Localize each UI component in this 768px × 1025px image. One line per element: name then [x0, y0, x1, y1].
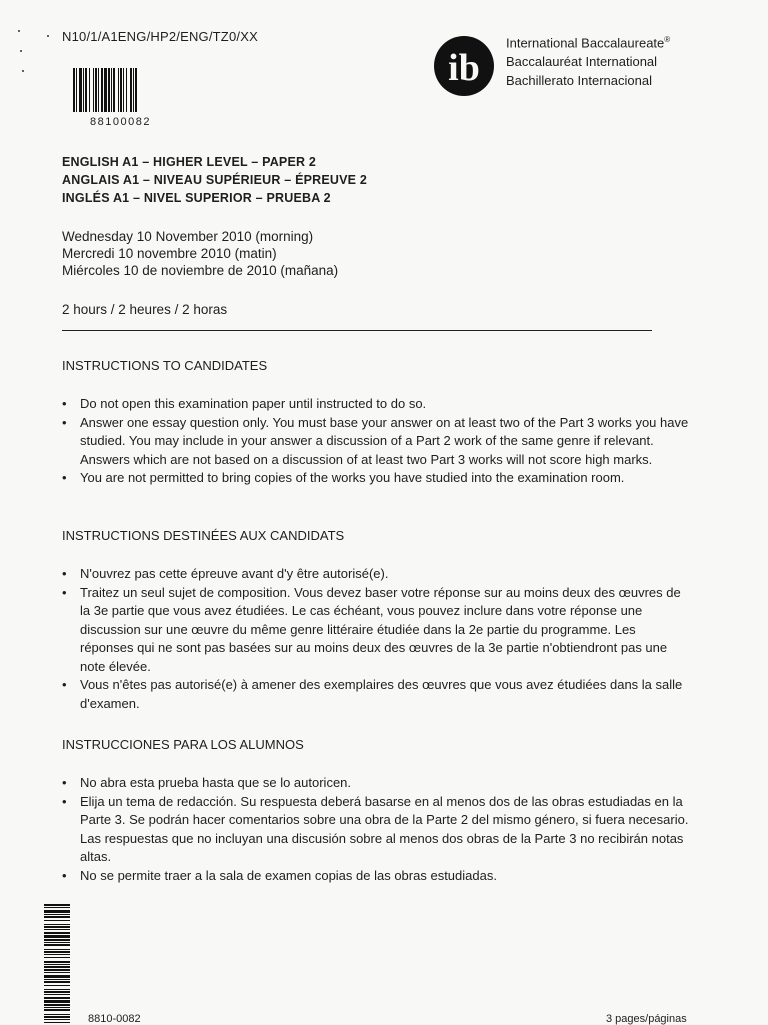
instruction-item: • No se permite traer a la sala de examen copias de las obras estudiadas. [62, 867, 690, 886]
org-name-french: Baccalauréat International [506, 54, 658, 69]
barcode-bar [79, 68, 82, 112]
paper-code: N10/1/A1ENG/HP2/ENG/TZ0/XX [62, 29, 258, 44]
barcode-bar [44, 920, 70, 921]
barcode-bar [118, 68, 119, 112]
barcode-bar [44, 910, 70, 913]
barcode-bar [44, 954, 70, 955]
scan-speck [20, 50, 22, 52]
barcode-bar [44, 1004, 70, 1006]
barcode-bar [44, 997, 70, 999]
duration: 2 hours / 2 heures / 2 horas [62, 302, 228, 317]
barcode-bar [44, 961, 70, 963]
org-name-spanish: Bachillerato Internacional [506, 73, 652, 88]
barcode-bar [44, 964, 70, 965]
date-english: Wednesday 10 November 2010 (morning) [62, 229, 314, 244]
instruction-item: • Traitez un seul sujet de composition. Vous devez baser votre réponse sur au moins deux des œuvres de la 3e partie que vous avez étudiées. Le cas échéant, vous pouvez inclure dans votre réponse une discussion sur une œuvre du même genre littéraire étudiée dans la 2e partie du programme. Les réponses qui ne sont pas basées sur au moins deux des œuvres de la 3e partie n'obtiendront pas une note élevée. [62, 584, 690, 677]
instructions-english [62, 395, 690, 488]
barcode-bar [44, 994, 70, 995]
barcode-bar [93, 68, 94, 112]
barcode-bar [44, 991, 70, 993]
barcode-bar [44, 1014, 70, 1015]
barcode-number: 88100082 [90, 116, 151, 128]
barcode-bar [44, 916, 70, 918]
heading-spanish: INSTRUCCIONES PARA LOS ALUMNOS [62, 737, 304, 752]
scan-speck [22, 70, 24, 72]
barcode-bar [44, 942, 70, 943]
heading-french: INSTRUCTIONS DESTINÉES AUX CANDIDATS [62, 528, 345, 543]
barcode-bar [113, 68, 115, 112]
barcode-bar [44, 929, 70, 930]
barcode-bar [44, 975, 70, 978]
footer-code: 8810-0082 [88, 1013, 141, 1025]
barcode-bar [44, 966, 70, 968]
barcode-bar [44, 985, 70, 986]
org-name-english: International Baccalaureate® [506, 35, 671, 51]
barcode-bar [44, 926, 70, 928]
title-english: ENGLISH A1 – HIGHER LEVEL – PAPER 2 [62, 155, 317, 169]
footer-page-count: 3 pages/páginas [606, 1013, 687, 1025]
instruction-item: • Answer one essay question only. You must base your answer on at least two of the Part 3 works you have studied. You may include in your answer a discussion of a Part 2 work of the same genre if relevant. Answers which are not based on a discussion of at least two Part 3 works will not score high marks. [62, 414, 690, 470]
scan-speck [47, 35, 49, 37]
barcode-bar [44, 969, 70, 971]
barcode-bar [44, 907, 70, 908]
barcode-bar [98, 68, 99, 112]
barcode-bar [44, 1007, 70, 1008]
barcode-bar [76, 68, 77, 112]
ib-logo [430, 30, 498, 98]
ib-logo-text: ib [448, 47, 480, 89]
divider-rule [62, 330, 652, 331]
barcode-bar [44, 1022, 70, 1023]
barcode-bar [101, 68, 103, 112]
barcode-bar [44, 1019, 70, 1020]
instruction-item: • Elija un tema de redacción. Su respuesta deberá basarse en al menos dos de las obras estudiadas en la Parte 3. Se podrán hacer comentarios sobre una obra de la Parte 2 del mismo género, si fuera necesario. Las respuestas que no incluyan una discusión sobre al menos dos obras de la Parte 3 no recibirán notas altas. [62, 793, 690, 867]
instruction-item: • N'ouvrez pas cette épreuve avant d'y être autorisé(e). [62, 565, 690, 584]
barcode-bar [44, 935, 70, 938]
barcode-bar [44, 972, 70, 973]
date-spanish: Miércoles 10 de noviembre de 2010 (mañana) [62, 263, 339, 278]
barcode-bar [44, 914, 70, 915]
barcode-bar [44, 944, 70, 946]
barcode-bar [44, 939, 70, 941]
barcode-bar [120, 68, 122, 112]
barcode-bar [95, 68, 97, 112]
title-spanish: INGLÉS A1 – NIVEL SUPERIOR – PRUEBA 2 [62, 191, 331, 205]
barcode-bar [44, 924, 70, 925]
scan-speck [18, 30, 20, 32]
barcode-bar [133, 68, 134, 112]
instructions-spanish [62, 774, 690, 885]
instruction-item: • You are not permitted to bring copies of the works you have studied into the examination room. [62, 469, 690, 488]
barcode-bar [44, 949, 70, 950]
barcode-bar [135, 68, 137, 112]
barcode-bar [44, 1016, 70, 1018]
barcode-bar [73, 68, 75, 112]
barcode-bar [89, 68, 90, 112]
barcode-bar [44, 1009, 70, 1011]
barcode-bar [123, 68, 124, 112]
barcode-bar [111, 68, 112, 112]
barcode-bar [126, 68, 127, 112]
instructions-french [62, 565, 690, 713]
instruction-item: • No abra esta prueba hasta que se lo autoricen. [62, 774, 690, 793]
barcode-bar [108, 68, 110, 112]
barcode-side [44, 904, 70, 1024]
instruction-item: • Vous n'êtes pas autorisé(e) à amener des exemplaires des œuvres que vous avez étudiées dans la salle d'examen. [62, 676, 690, 713]
barcode-top [73, 68, 165, 112]
barcode-bar [44, 957, 70, 958]
instruction-item: • Do not open this examination paper until instructed to do so. [62, 395, 690, 414]
barcode-bar [85, 68, 87, 112]
barcode-bar [104, 68, 107, 112]
barcode-bar [44, 979, 70, 980]
heading-english: INSTRUCTIONS TO CANDIDATES [62, 358, 268, 373]
barcode-bar [44, 932, 70, 934]
title-french: ANGLAIS A1 – NIVEAU SUPÉRIEUR – ÉPREUVE 2 [62, 173, 368, 187]
barcode-bar [44, 981, 70, 983]
date-french: Mercredi 10 novembre 2010 (matin) [62, 246, 277, 261]
barcode-bar [44, 1000, 70, 1003]
barcode-bar [44, 951, 70, 953]
barcode-bar [44, 904, 70, 906]
barcode-bar [44, 989, 70, 990]
barcode-bar [83, 68, 84, 112]
barcode-bar [130, 68, 132, 112]
